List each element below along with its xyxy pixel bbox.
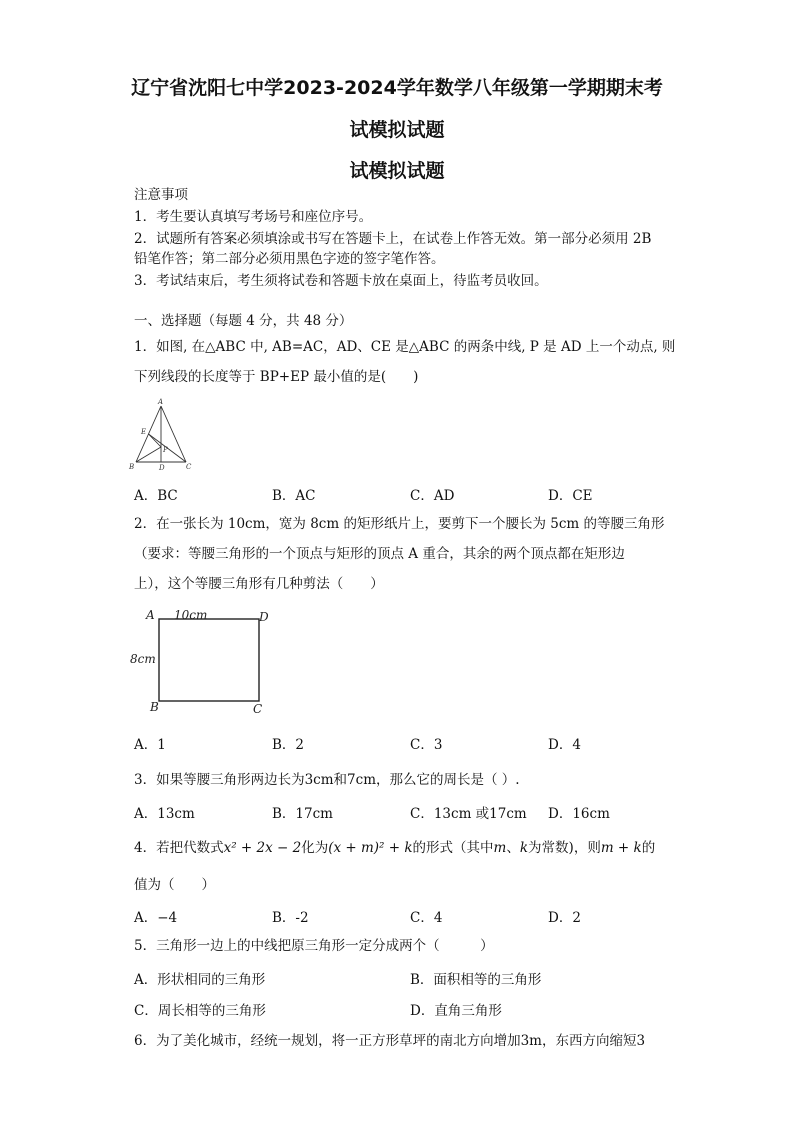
q4-var-k: k — [519, 840, 529, 856]
q1-label-e: E — [141, 428, 147, 436]
q4-text-a: 4．若把代数式 — [134, 840, 224, 856]
q4-text-d: 为常数)，则 — [528, 840, 601, 856]
q2-stem-line2: （要求：等腰三角形的一个顶点与矩形的顶点 A 重合，其余的两个顶点都在矩形边 — [134, 546, 625, 562]
q4-option-b[interactable]: B．-2 — [272, 910, 309, 926]
q4-option-c[interactable]: C．4 — [410, 910, 443, 926]
q3-option-b[interactable]: B．17cm — [272, 806, 333, 822]
q1-stem-line1: 1．如图, 在△ABC 中, AB=AC，AD、CE 是△ABC 的两条中线, P 是 AD 上一个动点, 则 — [134, 339, 676, 355]
q2-rectangle-figure — [128, 605, 278, 717]
page-subtitle: 试模拟试题 — [349, 119, 445, 141]
section-heading: 一、选择题（每题 4 分，共 48 分） — [134, 313, 353, 329]
q1-label-c: C — [186, 463, 192, 471]
q2-label-d: D — [259, 610, 269, 624]
notice-heading: 注意事项 — [134, 187, 188, 203]
q1-option-c[interactable]: C．AD — [410, 488, 455, 504]
q2-option-a[interactable]: A．1 — [134, 737, 166, 753]
q1-segment-ep — [149, 434, 162, 447]
q2-label-a: A — [146, 608, 155, 622]
notice-item-2b: 铅笔作答；第二部分必须用黑色字迹的签字笔作答。 — [134, 251, 445, 267]
q1-option-a[interactable]: A．BC — [134, 488, 178, 504]
q4-var-m: m — [493, 840, 507, 856]
q4-expr-2: (x + m)² + k — [328, 840, 413, 856]
notice-item-2a: 2．试题所有答案必须填涂或书写在答题卡上，在试卷上作答无效。第一部分必须用 2B — [134, 231, 652, 247]
q5-option-b[interactable]: B．面积相等的三角形 — [410, 972, 542, 988]
q1-label-b: B — [129, 463, 135, 471]
q4-expr-1: x² + 2x − 2 — [223, 840, 302, 856]
q2-option-b[interactable]: B．2 — [272, 737, 305, 753]
q1-triangle-figure — [128, 398, 194, 472]
q4-text-c: 的形式（其中 — [412, 840, 494, 856]
q1-label-d: D — [159, 464, 165, 472]
q4-expr-3: m + k — [600, 840, 642, 856]
q2-option-c[interactable]: C．3 — [410, 737, 443, 753]
page-title: 辽宁省沈阳七中学2023-2024学年数学八年级第一学期期末考 — [131, 77, 663, 99]
q2-stem-line3: 上），这个等腰三角形有几种剪法（ ） — [134, 576, 384, 592]
q3-option-a[interactable]: A．13cm — [134, 806, 195, 822]
notice-item-3: 3．考试结束后，考生须将试卷和答题卡放在桌面上，待监考员收回。 — [134, 273, 548, 289]
q4-option-a[interactable]: A．−4 — [134, 910, 178, 926]
q5-option-d[interactable]: D．直角三角形 — [410, 1003, 502, 1019]
q3-stem: 3．如果等腰三角形两边长为3cm和7cm，那么它的周长是（ ）. — [134, 772, 520, 788]
q4-sep: 、 — [506, 840, 520, 856]
q6-stem: 6．为了美化城市，经统一规划，将一正方形草坪的南北方向增加3m，东西方向缩短3 — [134, 1033, 646, 1049]
q4-stem-line2: 值为（ ） — [134, 877, 215, 893]
q1-label-p: P — [163, 446, 168, 454]
q1-option-b[interactable]: B．AC — [272, 488, 316, 504]
q2-label-height: 8cm — [130, 652, 156, 666]
q4-option-d[interactable]: D．2 — [548, 910, 581, 926]
q2-label-b: B — [150, 700, 159, 714]
q4-text-e: 的 — [641, 840, 656, 856]
q5-option-c[interactable]: C．周长相等的三角形 — [134, 1003, 266, 1019]
q4-stem-line1 — [134, 839, 655, 857]
q2-option-d[interactable]: D．4 — [548, 737, 581, 753]
q5-option-a[interactable]: A．形状相同的三角形 — [134, 972, 266, 988]
q1-stem-line2: 下列线段的长度等于 BP+EP 最小值的是( ) — [134, 369, 419, 385]
notice-item-1: 1．考生要认真填写考场号和座位序号。 — [134, 209, 373, 225]
q3-option-c[interactable]: C．13cm 或17cm — [410, 806, 527, 822]
page-subtitle-repeat: 试模拟试题 — [349, 160, 445, 182]
q1-label-a: A — [158, 398, 164, 406]
q3-option-d[interactable]: D．16cm — [548, 806, 610, 822]
q2-stem-line1: 2．在一张长为 10cm，宽为 8cm 的矩形纸片上，要剪下一个腰长为 5cm 的等腰三角形 — [134, 516, 665, 532]
q2-label-c: C — [253, 702, 263, 716]
q5-stem: 5．三角形一边上的中线把原三角形一定分成两个（ ） — [134, 938, 494, 954]
q2-rectangle — [159, 619, 259, 701]
q4-text-b: 化为 — [301, 840, 329, 856]
q1-option-d[interactable]: D．CE — [548, 488, 593, 504]
q2-label-width: 10cm — [174, 608, 208, 622]
